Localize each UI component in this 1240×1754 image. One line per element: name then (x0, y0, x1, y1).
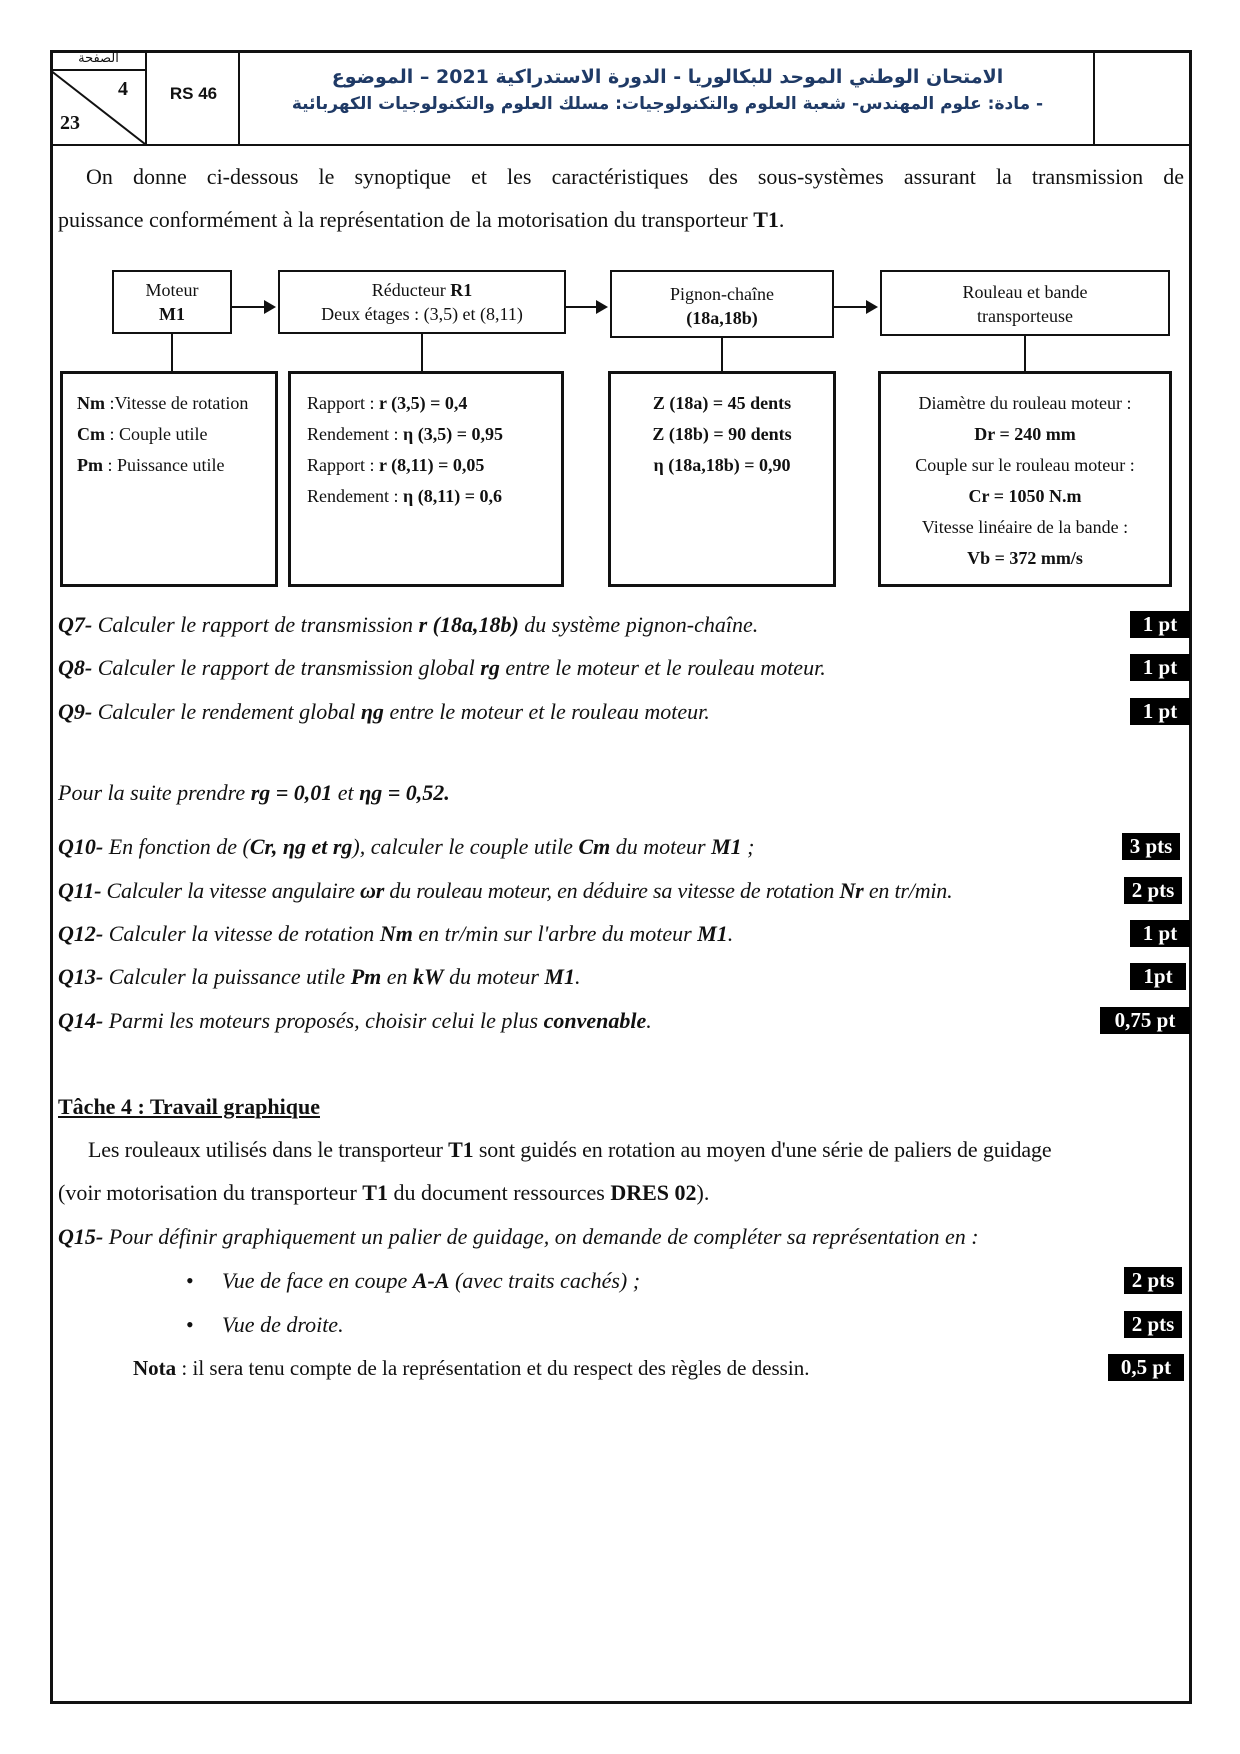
spec-value: η (3,5) = 0,95 (402, 424, 503, 444)
intro-line-1: On donne ci-dessous le synoptique et les caractéristiques des sous-systèmes assurant la transmission de (86, 164, 1184, 189)
code-cell (147, 50, 240, 144)
nota-label: Nota (133, 1356, 177, 1380)
question-q7 (58, 610, 758, 640)
task4-paragraph-line1 (58, 1135, 1184, 1165)
points-nota: 0,5 pt (1108, 1354, 1184, 1381)
block-roller (880, 270, 1170, 336)
spec-roller-dr-label: Diamètre du rouleau moteur : (918, 393, 1132, 413)
exam-code: RS 46 (169, 84, 218, 103)
page-number: 4 (118, 78, 128, 100)
question-text: en tr/min. (863, 878, 953, 903)
spec-value: :Vitesse de rotation (105, 393, 249, 413)
question-text: en tr/min sur l'arbre du moteur (412, 921, 698, 946)
spec-chain-z18a: Z (18a) = 45 dents (652, 393, 792, 413)
block-roller-line1: Rouleau et bande (962, 282, 1088, 302)
suite-text: et (332, 780, 360, 805)
question-q12 (58, 919, 733, 949)
question-term: M1 (544, 964, 575, 989)
question-q9 (58, 697, 710, 727)
connector-chain (721, 338, 723, 372)
page-total: 23 (60, 112, 80, 134)
block-reducer-title: Réducteur (371, 280, 451, 300)
spec-motor-pm (77, 450, 248, 481)
suite-text: Pour la suite prendre (58, 780, 251, 805)
question-q8 (58, 653, 826, 683)
arrow-chain-roller (834, 306, 876, 308)
intro-dot: . (778, 207, 785, 232)
question-q10 (58, 832, 754, 862)
block-reducer-id: R1 (450, 280, 473, 300)
task4-text: sont guidés en rotation au moyen d'une série de paliers de guidage (473, 1137, 1052, 1162)
spec-reducer (288, 371, 564, 587)
spec-chain (608, 371, 836, 587)
bullet-text: Vue de droite. (222, 1312, 344, 1337)
spec-key: Cm (77, 424, 105, 444)
points-q10: 3 pts (1122, 833, 1180, 860)
spec-key: Nm (77, 393, 105, 413)
question-text: En fonction de ( (103, 834, 250, 859)
question-text: . (574, 964, 581, 989)
question-text: ), calculer le couple utile (352, 834, 579, 859)
question-q15 (58, 1222, 979, 1252)
spec-roller-list (881, 388, 1169, 574)
bullet-term: A-A (412, 1268, 450, 1293)
spec-motor-nm (77, 388, 248, 419)
q15-bullet-1 (186, 1266, 641, 1296)
connector-reducer (421, 334, 423, 372)
exam-title: الامتحان الوطني الموحد للبكالوريا - الدورة الاستدراكية 2021 – الموضوع (331, 66, 1004, 88)
spec-roller-dr-value: Dr = 240 mm (974, 424, 1076, 444)
task4-t1: T1 (362, 1180, 388, 1205)
title-cell (240, 50, 1095, 144)
question-label: Q8- (58, 655, 93, 680)
points-q8: 1 pt (1130, 654, 1190, 681)
task4-t1: T1 (448, 1137, 474, 1162)
question-text: Parmi les moteurs proposés, choisir celui le plus (103, 1008, 544, 1033)
question-text: Calculer la puissance utile (103, 964, 351, 989)
question-text: ; (741, 834, 755, 859)
spec-value: η (8,11) = 0,6 (402, 486, 502, 506)
question-text: Pour définir graphiquement un palier de guidage, on demande de compléter sa représentation en : (103, 1224, 979, 1249)
suite-rg: rg = 0,01 (250, 780, 333, 805)
page-label: الصفحة (78, 51, 119, 66)
question-text: . (727, 921, 734, 946)
spec-chain-z18b: Z (18b) = 90 dents (652, 424, 792, 444)
question-text: entre le moteur et le rouleau moteur. (499, 655, 826, 680)
question-label: Q13- (58, 964, 104, 989)
question-text: du moteur (443, 964, 545, 989)
question-term: Nm (379, 921, 413, 946)
question-text: du moteur (610, 834, 712, 859)
points-bullet-1: 2 pts (1124, 1267, 1182, 1294)
points-q13: 1pt (1130, 963, 1186, 990)
spec-key: Rendement : (307, 424, 403, 444)
question-term: Nr (839, 878, 864, 903)
intro-t1: T1 (753, 207, 779, 232)
question-text: du rouleau moteur, en déduire sa vitesse de rotation (384, 878, 840, 903)
points-q9: 1 pt (1130, 698, 1190, 725)
question-q13 (58, 962, 580, 992)
bullet-icon: • (186, 1268, 194, 1293)
question-term: rg (480, 655, 500, 680)
intro-text: puissance conformément à la représentation de la motorisation du transporteur (58, 207, 754, 232)
block-motor (112, 270, 232, 334)
intro-line-2 (58, 205, 1184, 235)
block-reducer-line2: Deux étages : (3,5) et (8,11) (321, 304, 523, 324)
block-chain-line1: Pignon-chaîne (670, 284, 774, 304)
spec-value: r (3,5) = 0,4 (379, 393, 468, 413)
task4-paragraph-line2 (58, 1178, 709, 1208)
question-text: Calculer le rapport de transmission global (92, 655, 481, 680)
question-term: kW (413, 964, 444, 989)
spec-value: r (8,11) = 0,05 (379, 455, 485, 475)
question-label: Q10- (58, 834, 104, 859)
spec-reducer-list (307, 388, 503, 512)
points-q12: 1 pt (1130, 920, 1190, 947)
spec-reducer-r811 (307, 450, 503, 481)
question-term: M1 (711, 834, 742, 859)
task4-text: du document ressources (387, 1180, 611, 1205)
question-label: Q15- (58, 1224, 104, 1249)
question-text: du système pignon-chaîne. (518, 612, 759, 637)
task4-text: (voir motorisation du transporteur (58, 1180, 363, 1205)
spec-key: Pm (77, 455, 103, 475)
task4-text: ). (696, 1180, 710, 1205)
connector-roller (1024, 336, 1026, 372)
question-label: Q12- (58, 921, 104, 946)
spec-value: : Couple utile (105, 424, 208, 444)
points-q7: 1 pt (1130, 611, 1190, 638)
question-text: Calculer le rendement global (92, 699, 361, 724)
suite-note (58, 778, 450, 808)
spec-roller-vb-label: Vitesse linéaire de la bande : (921, 517, 1129, 537)
spec-roller-cr-value: Cr = 1050 N.m (968, 486, 1082, 506)
spec-reducer-r35 (307, 388, 503, 419)
block-roller-line2: transporteuse (977, 306, 1073, 326)
spec-motor-cm (77, 419, 248, 450)
question-label: Q7- (58, 612, 93, 637)
question-term: convenable (543, 1008, 647, 1033)
connector-motor (171, 334, 173, 372)
task4-text: Les rouleaux utilisés dans le transporteur (88, 1137, 449, 1162)
question-q11 (58, 876, 952, 906)
nota (133, 1353, 809, 1383)
spec-motor-list (77, 388, 248, 481)
bullet-text: Vue de face en coupe (222, 1268, 413, 1293)
question-label: Q9- (58, 699, 93, 724)
suite-etag: ηg = 0,52. (359, 780, 450, 805)
question-text: en (381, 964, 414, 989)
spec-key: Rapport : (307, 393, 379, 413)
points-q11: 2 pts (1124, 877, 1182, 904)
question-term: r (18a,18b) (418, 612, 519, 637)
spec-chain-list (611, 388, 833, 481)
spec-chain-eta: η (18a,18b) = 0,90 (653, 455, 791, 475)
exam-header (50, 50, 1192, 146)
bullet-text: (avec traits cachés) ; (449, 1268, 641, 1293)
arrow-reducer-chain (566, 306, 606, 308)
spec-reducer-eta35 (307, 419, 503, 450)
block-chain-line2: (18a,18b) (686, 308, 758, 328)
q15-bullet-2 (186, 1310, 344, 1340)
question-term: ωr (359, 878, 385, 903)
block-motor-line1: Moteur (145, 280, 199, 300)
page-number-cell (50, 50, 147, 144)
question-label: Q11- (58, 878, 102, 903)
question-term: ηg (360, 699, 384, 724)
exam-subject: - مادة: علوم المهندس- شعبة العلوم والتكنولوجيات: مسلك العلوم والتكنولوجيات الكهربائية (291, 94, 1044, 114)
spec-reducer-eta811 (307, 481, 503, 512)
question-text: . (646, 1008, 652, 1033)
question-term: M1 (697, 921, 728, 946)
bullet-icon: • (186, 1312, 194, 1337)
spec-roller-vb-value: Vb = 372 mm/s (967, 548, 1083, 568)
spec-key: Rapport : (307, 455, 379, 475)
task4-title: Tâche 4 : Travail graphique (58, 1094, 320, 1119)
spec-motor (60, 371, 278, 587)
spec-roller-cr-label: Couple sur le rouleau moteur : (915, 455, 1135, 475)
question-term: Pm (350, 964, 382, 989)
nota-text: : il sera tenu compte de la représentation et du respect des règles de dessin. (176, 1356, 810, 1380)
arrow-motor-reducer (232, 306, 274, 308)
question-text: Calculer le rapport de transmission (92, 612, 419, 637)
question-text: Calculer la vitesse de rotation (103, 921, 380, 946)
question-text: entre le moteur et le rouleau moteur. (383, 699, 710, 724)
question-term: Cr, ηg et rg (249, 834, 353, 859)
spec-roller (878, 371, 1172, 587)
question-label: Q14- (58, 1008, 104, 1033)
question-q14 (58, 1006, 652, 1036)
points-q14: 0,75 pt (1100, 1007, 1190, 1034)
block-chain (610, 270, 834, 338)
task4-dres: DRES 02 (610, 1180, 697, 1205)
block-motor-line2: M1 (159, 304, 185, 324)
block-reducer (278, 270, 566, 334)
block-reducer-line1 (280, 278, 564, 302)
question-text: Calculer la vitesse angulaire (101, 878, 360, 903)
points-bullet-2: 2 pts (1124, 1311, 1182, 1338)
spec-value: : Puissance utile (103, 455, 225, 475)
question-term: Cm (578, 834, 611, 859)
spec-key: Rendement : (307, 486, 403, 506)
